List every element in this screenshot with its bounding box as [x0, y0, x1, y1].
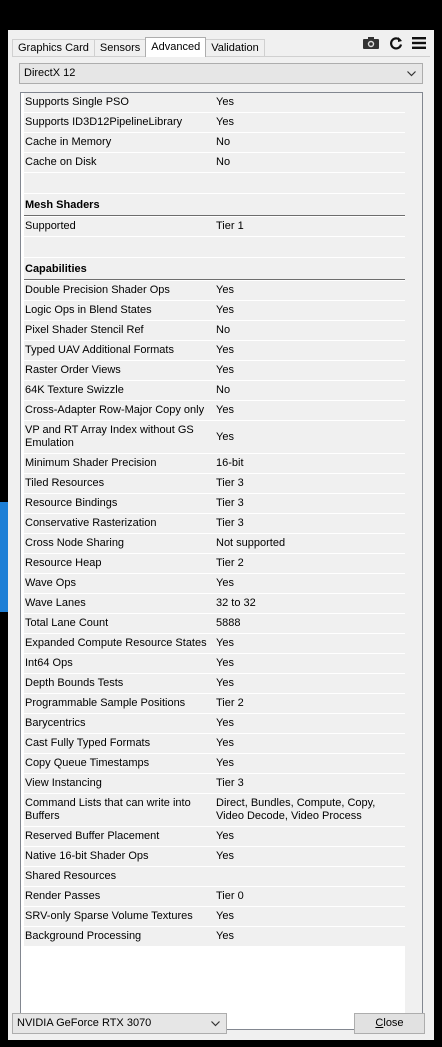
row-key: Resource Heap	[25, 557, 102, 569]
row-value: Yes	[216, 116, 234, 128]
row-key: Cache on Disk	[25, 156, 97, 168]
row-key: VP and RT Array Index without GS Emulation	[25, 424, 194, 449]
table-row	[24, 341, 405, 361]
table-row	[24, 534, 405, 554]
scrollbar[interactable]	[405, 93, 422, 1029]
row-value: 16-bit	[216, 457, 244, 469]
row-value: Yes	[216, 657, 234, 669]
table-row	[24, 401, 405, 421]
close-button[interactable]	[354, 1013, 425, 1034]
row-value: Yes	[216, 304, 234, 316]
row-key: SRV-only Sparse Volume Textures	[25, 910, 193, 922]
table-row	[24, 321, 405, 341]
row-key: Resource Bindings	[25, 497, 118, 509]
table-row	[24, 514, 405, 534]
table-row	[24, 594, 405, 614]
table-row	[24, 907, 405, 927]
row-key: Command Lists that can write into Buffers	[25, 797, 191, 822]
capabilities-rows-group	[24, 281, 405, 947]
row-value: Yes	[216, 637, 234, 649]
gpu-select-value: NVIDIA GeForce RTX 3070	[17, 1017, 152, 1029]
toolbar-icons	[362, 36, 426, 50]
api-select[interactable]	[19, 63, 423, 84]
table-row	[24, 574, 405, 594]
tab-validation[interactable]: Validation	[205, 39, 265, 57]
row-key: Wave Ops	[25, 577, 76, 589]
row-key: Cast Fully Typed Formats	[25, 737, 151, 749]
table-row	[24, 281, 405, 301]
mesh-rows-group	[24, 217, 405, 237]
table-row	[24, 827, 405, 847]
row-value: No	[216, 324, 231, 336]
row-key: Raster Order Views	[25, 364, 121, 376]
table-row	[24, 614, 405, 634]
row-value: Yes	[216, 757, 234, 769]
table-row	[24, 93, 405, 113]
api-select-value: DirectX 12	[24, 67, 76, 79]
row-value: No	[216, 384, 231, 396]
table-row	[24, 794, 405, 827]
menu-icon[interactable]	[412, 36, 426, 50]
camera-icon[interactable]	[362, 36, 380, 50]
row-key: Programmable Sample Positions	[25, 697, 186, 709]
row-key: Conservative Rasterization	[25, 517, 157, 529]
table-row	[24, 774, 405, 794]
spacer	[24, 173, 405, 194]
chevron-down-icon	[406, 68, 417, 79]
gpu-select[interactable]	[12, 1013, 227, 1034]
row-value: Yes	[216, 364, 234, 376]
row-key: Cross Node Sharing	[25, 537, 125, 549]
section-header-mesh-shaders: Mesh Shaders	[24, 194, 405, 216]
close-hotkey: C	[375, 1017, 384, 1029]
row-value: 5888	[216, 617, 241, 629]
row-value: Tier 3	[216, 777, 244, 789]
row-key: Minimum Shader Precision	[25, 457, 157, 469]
row-value: Yes	[216, 850, 234, 862]
details-rows	[24, 93, 405, 947]
table-row	[24, 714, 405, 734]
row-key: Supports ID3D12PipelineLibrary	[25, 116, 183, 128]
row-key: Reserved Buffer Placement	[25, 830, 160, 842]
row-value: Tier 3	[216, 497, 244, 509]
table-row	[24, 113, 405, 133]
chevron-down-icon	[210, 1018, 221, 1029]
row-value: Tier 3	[216, 517, 244, 529]
row-key: Native 16-bit Shader Ops	[25, 850, 149, 862]
row-value: No	[216, 136, 231, 148]
row-key: Copy Queue Timestamps	[25, 757, 150, 769]
table-row	[24, 734, 405, 754]
row-value: Yes	[216, 930, 234, 942]
row-value: Yes	[216, 430, 234, 443]
row-value: 32 to 32	[216, 597, 256, 609]
tab-advanced[interactable]: Advanced	[145, 37, 206, 57]
table-row	[24, 867, 405, 887]
row-key: Logic Ops in Blend States	[25, 304, 152, 316]
top-rows-group	[24, 93, 405, 173]
row-value: Yes	[216, 910, 234, 922]
row-key: Expanded Compute Resource States	[25, 637, 207, 649]
row-value: Yes	[216, 96, 234, 108]
row-key: Wave Lanes	[25, 597, 86, 609]
row-value: Yes	[216, 677, 234, 689]
table-row	[24, 754, 405, 774]
background-accent	[0, 502, 8, 612]
row-key: Shared Resources	[25, 870, 117, 882]
section-header-capabilities: Capabilities	[24, 258, 405, 280]
table-row	[24, 454, 405, 474]
row-key: Double Precision Shader Ops	[25, 284, 170, 296]
row-value: Tier 0	[216, 890, 244, 902]
row-key: Int64 Ops	[25, 657, 73, 669]
table-row	[24, 554, 405, 574]
table-row	[24, 674, 405, 694]
table-row	[24, 361, 405, 381]
tab-graphics-card[interactable]: Graphics Card	[12, 39, 95, 57]
table-row	[24, 927, 405, 947]
row-value: Yes	[216, 404, 234, 416]
row-key: Render Passes	[25, 890, 101, 902]
row-key: Cross-Adapter Row-Major Copy only	[25, 404, 205, 416]
refresh-icon[interactable]	[389, 36, 403, 50]
row-value: Tier 3	[216, 477, 244, 489]
row-key: Barycentrics	[25, 717, 86, 729]
row-key: 64K Texture Swizzle	[25, 384, 124, 396]
row-value: No	[216, 156, 231, 168]
tab-sensors[interactable]: Sensors	[94, 39, 146, 57]
row-key: Tiled Resources	[25, 477, 105, 489]
table-row	[24, 153, 405, 173]
gpu-z-window	[8, 30, 434, 1040]
table-row	[24, 494, 405, 514]
row-value: Tier 2	[216, 697, 244, 709]
table-row	[24, 301, 405, 321]
table-row	[24, 217, 405, 237]
row-value: Tier 2	[216, 557, 244, 569]
row-value: Yes	[216, 284, 234, 296]
row-value: Not supported	[216, 537, 286, 549]
row-value: Direct, Bundles, Compute, Copy, Video Decode, Video Process	[216, 797, 376, 822]
row-value: Yes	[216, 717, 234, 729]
table-row	[24, 654, 405, 674]
row-key: Depth Bounds Tests	[25, 677, 124, 689]
close-label-rest: lose	[383, 1017, 404, 1029]
table-row	[24, 381, 405, 401]
table-row	[24, 847, 405, 867]
row-value: Yes	[216, 344, 234, 356]
row-key: Typed UAV Additional Formats	[25, 344, 174, 356]
row-value: Yes	[216, 577, 234, 589]
row-value: Yes	[216, 737, 234, 749]
table-row	[24, 474, 405, 494]
table-row	[24, 634, 405, 654]
table-row	[24, 694, 405, 714]
table-row	[24, 887, 405, 907]
row-key: Supports Single PSO	[25, 96, 129, 108]
tab-bar	[12, 37, 264, 57]
row-key: Cache in Memory	[25, 136, 112, 148]
details-list[interactable]	[20, 92, 423, 1030]
row-value: Yes	[216, 830, 234, 842]
table-row	[24, 133, 405, 153]
row-key: Pixel Shader Stencil Ref	[25, 324, 144, 336]
row-key: Background Processing	[25, 930, 142, 942]
row-key: Total Lane Count	[25, 617, 109, 629]
tab-divider	[12, 56, 430, 57]
row-value: Tier 1	[216, 220, 244, 232]
row-key: Supported	[25, 220, 76, 232]
spacer	[24, 237, 405, 258]
table-row	[24, 421, 405, 454]
row-key: View Instancing	[25, 777, 102, 789]
